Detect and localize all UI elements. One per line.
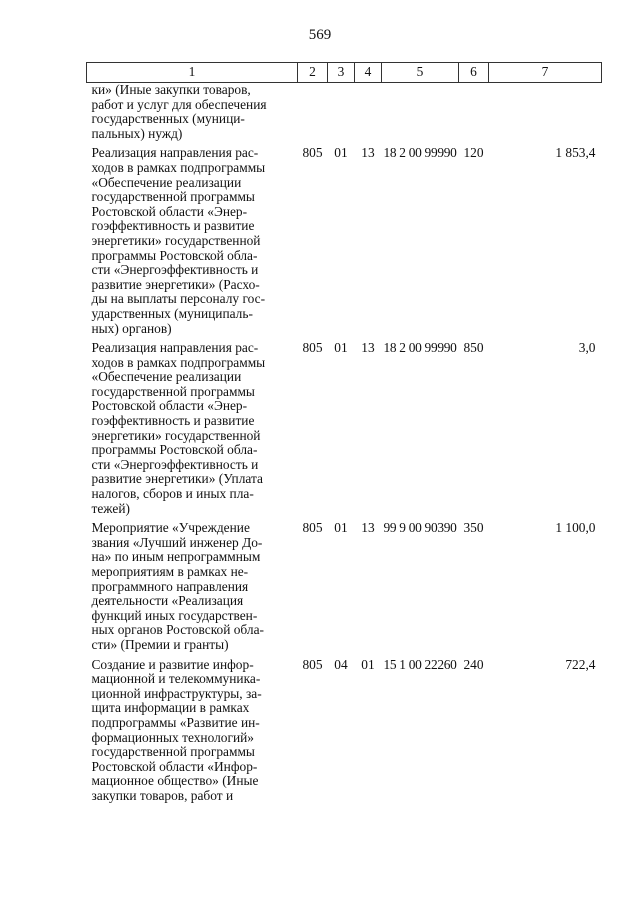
description-line: Реализация направления рас- (91, 145, 259, 161)
description-line: государственной программы (91, 383, 255, 399)
description-line: ционной инфраструктуры, за- (91, 685, 262, 701)
description-line: государственной программы (91, 744, 255, 760)
table-header-row (87, 63, 602, 83)
column-header: 6 (459, 63, 489, 83)
description-line: «Обеспечение реализации (91, 174, 242, 190)
description-line: мационной и телекоммуника- (91, 671, 261, 687)
description-line: Создание и развитие инфор- (91, 656, 254, 672)
subsection-code-cell: 13 (361, 340, 375, 356)
description-line: сти «Энергоэффективность и (91, 456, 259, 472)
expense-description (87, 341, 298, 516)
column-header: 4 (355, 63, 382, 83)
description-line: функций иных государствен- (91, 607, 258, 623)
description-line: ных органов Ростовской обла- (91, 622, 265, 638)
description-line: Ростовской области «Инфор- (91, 758, 258, 774)
ministry-code-cell (298, 83, 328, 142)
description-line: формационных технологий» (91, 729, 254, 745)
description-line: подпрограммы «Развитие ин- (91, 714, 260, 730)
description-line: деятельности «Реализация (91, 593, 244, 609)
target-article-cell: 18 2 00 99990 (383, 340, 457, 356)
description-line: пальных) нужд) (91, 125, 183, 141)
expense-description (87, 658, 298, 804)
description-line: энергетики» государственной (91, 232, 261, 248)
expense-type-cell: 240 (463, 656, 484, 672)
ministry-code-cell: 805 (302, 520, 323, 536)
description-line: налогов, сборов и иных пла- (91, 486, 254, 502)
description-line: Ростовской области «Энер- (91, 398, 248, 414)
description-line: щита информации в рамках (91, 700, 250, 716)
subsection-code-cell: 01 (361, 656, 375, 672)
description-line: развитие энергетики» (Уплата (91, 471, 263, 487)
page-number: 569 (308, 27, 332, 43)
description-line: программного направления (91, 578, 249, 594)
section-code-cell (328, 83, 355, 142)
description-line: тежей) (91, 500, 130, 516)
description-line: программы Ростовской обла- (91, 247, 258, 263)
amount-cell (489, 83, 602, 142)
description-line: ударственных (муниципаль- (91, 305, 253, 321)
column-header: 1 (87, 63, 298, 83)
subsection-code-cell (355, 83, 382, 142)
table-row (87, 83, 602, 142)
amount-cell: 1 100,0 (555, 520, 596, 536)
amount-cell: 3,0 (578, 340, 596, 356)
target-article-cell (382, 83, 459, 142)
description-line: ки» (Иные закупки товаров, (91, 82, 251, 97)
section-code-cell: 01 (334, 145, 348, 161)
description-line: мационное общество» (Иные (91, 773, 259, 789)
ministry-code-cell: 805 (302, 340, 323, 356)
description-line: сти «Энергоэффективность и (91, 262, 259, 278)
description-line: мероприятиям в рамках не- (91, 564, 249, 579)
description-line: закупки товаров, работ и (91, 787, 234, 803)
section-code-cell: 04 (334, 656, 348, 672)
ministry-code-cell: 805 (302, 656, 323, 672)
subsection-code-cell: 13 (361, 145, 375, 161)
description-line: гоэффективность и развитие (91, 218, 255, 234)
expense-description (87, 146, 298, 336)
description-line: Ростовской области «Энер- (91, 203, 248, 219)
table-row (87, 521, 602, 652)
description-line: развитие энергетики» (Расхо- (91, 276, 260, 292)
description-line: работ и услуг для обеспечения (91, 96, 267, 112)
table-row (87, 658, 602, 804)
target-article-cell: 99 9 00 90390 (383, 520, 457, 536)
description-line: «Обеспечение реализации (91, 369, 242, 385)
amount-cell: 1 853,4 (555, 145, 596, 161)
column-header: 5 (382, 63, 459, 83)
target-article-cell: 18 2 00 99990 (383, 145, 457, 161)
expense-type-cell: 850 (463, 340, 484, 356)
description-line: Мероприятие «Учреждение (91, 520, 250, 536)
column-header: 3 (328, 63, 355, 83)
description-line: энергетики» государственной (91, 427, 261, 443)
expense-type-cell: 350 (463, 520, 484, 536)
description-line: программы Ростовской обла- (91, 442, 258, 458)
column-header: 7 (489, 63, 602, 83)
description-line: ды на выплаты персоналу гос- (91, 291, 266, 307)
table-body (87, 83, 602, 804)
column-header: 2 (298, 63, 328, 83)
expense-type-cell: 120 (463, 145, 484, 161)
subsection-code-cell: 13 (361, 520, 375, 536)
expense-description (87, 83, 298, 142)
description-line: государственных (муници- (91, 111, 245, 127)
expense-type-cell (459, 83, 489, 142)
section-code-cell: 01 (334, 340, 348, 356)
table-row (87, 341, 602, 516)
expense-description (87, 521, 298, 652)
description-line: Реализация направления рас- (91, 340, 259, 356)
section-code-cell: 01 (334, 520, 348, 536)
description-line: сти» (Премии и гранты) (91, 636, 229, 652)
budget-table (86, 62, 602, 804)
description-line: звания «Лучший инженер До- (91, 534, 263, 550)
table-row (87, 146, 602, 336)
description-line: государственной программы (91, 189, 255, 205)
target-article-cell: 15 1 00 22260 (383, 656, 457, 672)
description-line: ных) органов) (91, 320, 172, 336)
description-line: ходов в рамках подпрограммы (91, 159, 266, 175)
ministry-code-cell: 805 (302, 145, 323, 161)
description-line: на» по иным непрограммным (91, 549, 261, 565)
amount-cell: 722,4 (565, 656, 596, 672)
description-line: ходов в рамках подпрограммы (91, 354, 266, 370)
description-line: гоэффективность и развитие (91, 413, 255, 429)
